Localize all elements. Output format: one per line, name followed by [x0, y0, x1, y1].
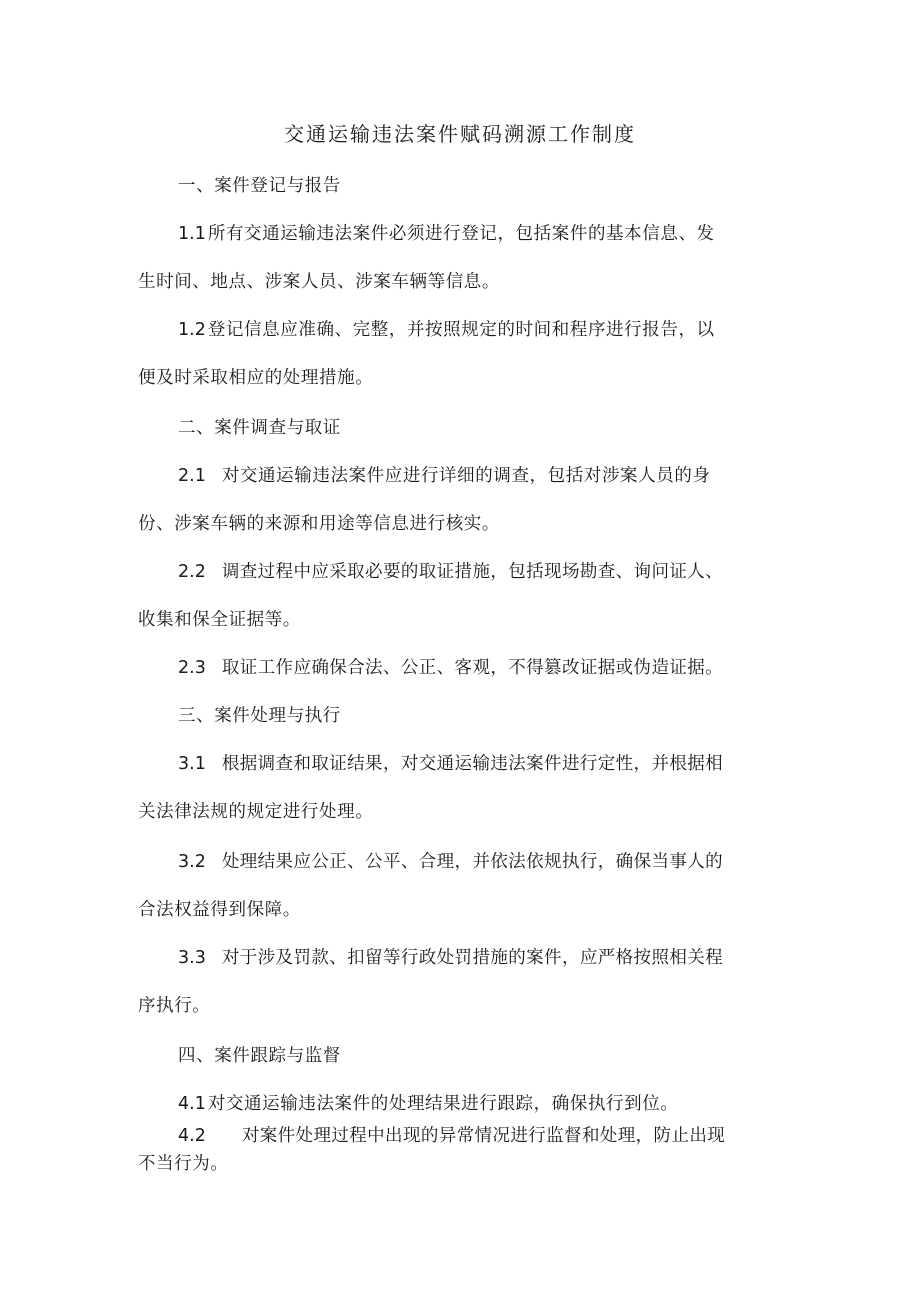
item-1-2-line-2: 便及时采取相应的处理措施。	[138, 368, 374, 388]
section-heading-3: 三、案件处理与执行	[178, 706, 341, 726]
item-1-2-line-1	[178, 316, 788, 341]
item-text: 对交通运输违法案件应进行详细的调查，包括对涉案人员的身	[221, 466, 711, 486]
item-2-2-line-2: 收集和保全证据等。	[138, 610, 301, 630]
item-text: 对案件处理过程中出现的异常情况进行监督和处理，防止出现	[241, 1126, 726, 1146]
item-3-2-line-1	[178, 848, 788, 873]
item-1-1-line-1	[178, 220, 788, 245]
section-heading-4: 四、案件跟踪与监督	[178, 1046, 341, 1066]
item-text: 处理结果应公正、公平、合理，并依法依规执行，确保当事人的	[221, 852, 724, 872]
item-4-1-line-1	[178, 1090, 788, 1115]
item-1-1-line-2: 生时间、地点、涉案人员、涉案车辆等信息。	[138, 272, 500, 292]
item-number: 1.2	[178, 320, 206, 340]
item-4-2-line-1	[178, 1122, 788, 1147]
item-text: 登记信息应准确、完整，并按照规定的时间和程序进行报告，以	[207, 320, 715, 340]
item-text: 根据调查和取证结果，对交通运输违法案件进行定性，并根据相	[221, 754, 724, 774]
item-2-1-line-1	[178, 462, 788, 487]
item-3-1-line-1	[178, 750, 788, 775]
section-heading-1: 一、案件登记与报告	[178, 176, 341, 196]
item-number: 3.1	[178, 754, 206, 774]
item-number: 3.2	[178, 852, 206, 872]
item-4-2-line-2: 不当行为。	[138, 1154, 229, 1174]
section-heading-2: 二、案件调查与取证	[178, 418, 341, 438]
item-number: 4.1	[178, 1094, 206, 1114]
item-2-2-line-1	[178, 558, 788, 583]
item-3-3-line-2: 序执行。	[138, 996, 211, 1016]
item-number: 1.1	[178, 224, 206, 244]
item-text: 调查过程中应采取必要的取证措施，包括现场勘查、询问证人、	[221, 562, 724, 582]
item-number: 2.2	[178, 562, 206, 582]
item-2-3-line-1	[178, 654, 788, 679]
item-text: 对交通运输违法案件的处理结果进行跟踪，确保执行到位。	[207, 1094, 679, 1114]
item-number: 2.1	[178, 466, 206, 486]
item-number: 3.3	[178, 948, 206, 968]
item-3-2-line-2: 合法权益得到保障。	[138, 900, 301, 920]
item-3-3-line-1	[178, 944, 788, 969]
item-number: 4.2	[178, 1126, 206, 1146]
item-2-1-line-2: 份、涉案车辆的来源和用途等信息进行核实。	[138, 514, 500, 534]
item-text: 取证工作应确保合法、公正、客观，不得篡改证据或伪造证据。	[221, 658, 724, 678]
item-number: 2.3	[178, 658, 206, 678]
document-title: 交通运输违法案件赋码溯源工作制度	[284, 122, 636, 146]
item-text: 所有交通运输违法案件必须进行登记，包括案件的基本信息、发	[207, 224, 715, 244]
item-text: 对于涉及罚款、扣留等行政处罚措施的案件，应严格按照相关程	[221, 948, 724, 968]
item-3-1-line-2: 关法律法规的规定进行处理。	[138, 802, 374, 822]
